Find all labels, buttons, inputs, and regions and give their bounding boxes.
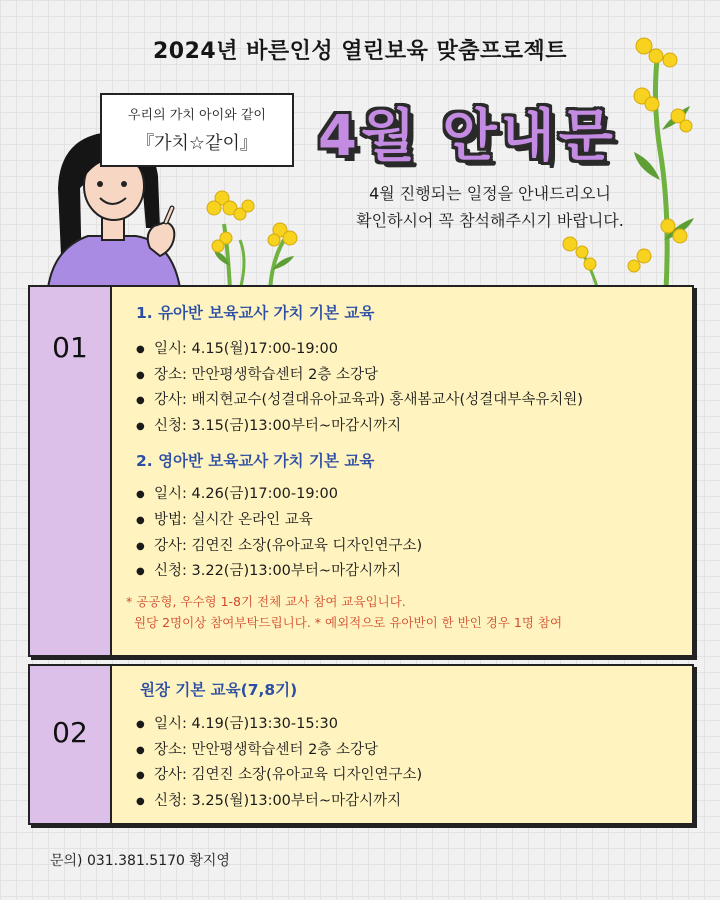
intro-line2: 확인하시어 꼭 참석해주시기 바랍니다. (356, 211, 624, 230)
detail-list (126, 337, 682, 439)
list-item: ● 일시: 4.15(월)17:00-19:00 (126, 337, 682, 363)
section-card-01 (28, 285, 694, 657)
intro-line1: 4월 진행되는 일정을 안내드리오니 (369, 184, 611, 203)
detail-list (126, 482, 682, 584)
note-text (126, 591, 682, 633)
section-number-column (30, 666, 112, 823)
slogan-box (100, 93, 294, 167)
section-number: 01 (52, 331, 88, 364)
list-item: ● 일시: 4.19(금)13:30-15:30 (126, 712, 682, 738)
main-heading: 4월 안내문 (318, 104, 617, 169)
slogan-line2: 『가치☆같이』 (136, 133, 258, 154)
section-content (126, 301, 682, 633)
section-title: 1. 유아반 보육교사 가치 기본 교육 (136, 304, 375, 322)
contact-info: 문의) 031.381.5170 황지영 (50, 853, 230, 869)
list-item: ● 일시: 4.26(금)17:00-19:00 (126, 482, 682, 508)
intro-text (300, 180, 680, 234)
list-item: ● 강사: 김연진 소장(유아교육 디자인연구소) (126, 763, 682, 789)
yellow-flower-icon (200, 180, 310, 290)
section-number: 02 (52, 716, 88, 749)
slogan-line1: 우리의 가치 아이와 같이 (128, 108, 266, 123)
detail-list (126, 712, 682, 814)
list-item: ● 강사: 배지현교수(성결대유아교육과) 홍새봄교사(성결대부속유치원) (126, 388, 682, 414)
section-content (126, 678, 682, 814)
section-title: 원장 기본 교육(7,8기) (140, 681, 298, 699)
section-card-02 (28, 664, 694, 825)
list-item: ● 장소: 만안평생학습센터 2층 소강당 (126, 738, 682, 764)
note-line1: * 공공형, 우수형 1-8기 전체 교사 참여 교육입니다. (126, 593, 406, 609)
list-item: ● 신청: 3.25(월)13:00부터~마감시까지 (126, 789, 682, 815)
list-item: ● 신청: 3.15(금)13:00부터~마감시까지 (126, 414, 682, 440)
section-number-column (30, 287, 112, 655)
list-item: ● 강사: 김연진 소장(유아교육 디자인연구소) (126, 534, 682, 560)
list-item: ● 장소: 만안평생학습센터 2층 소강당 (126, 363, 682, 389)
note-line2: 원당 2명이상 참여부탁드립니다. * 예외적으로 유아반이 한 반인 경우 1명 참여 (126, 614, 563, 630)
list-item: ● 방법: 실시간 온라인 교육 (126, 508, 682, 534)
section-title: 2. 영아반 보육교사 가치 기본 교육 (136, 452, 375, 471)
list-item: ● 신청: 3.22(금)13:00부터~마감시까지 (126, 559, 682, 585)
page-title: 2024년 바른인성 열린보육 맞춤프로젝트 (153, 39, 567, 64)
